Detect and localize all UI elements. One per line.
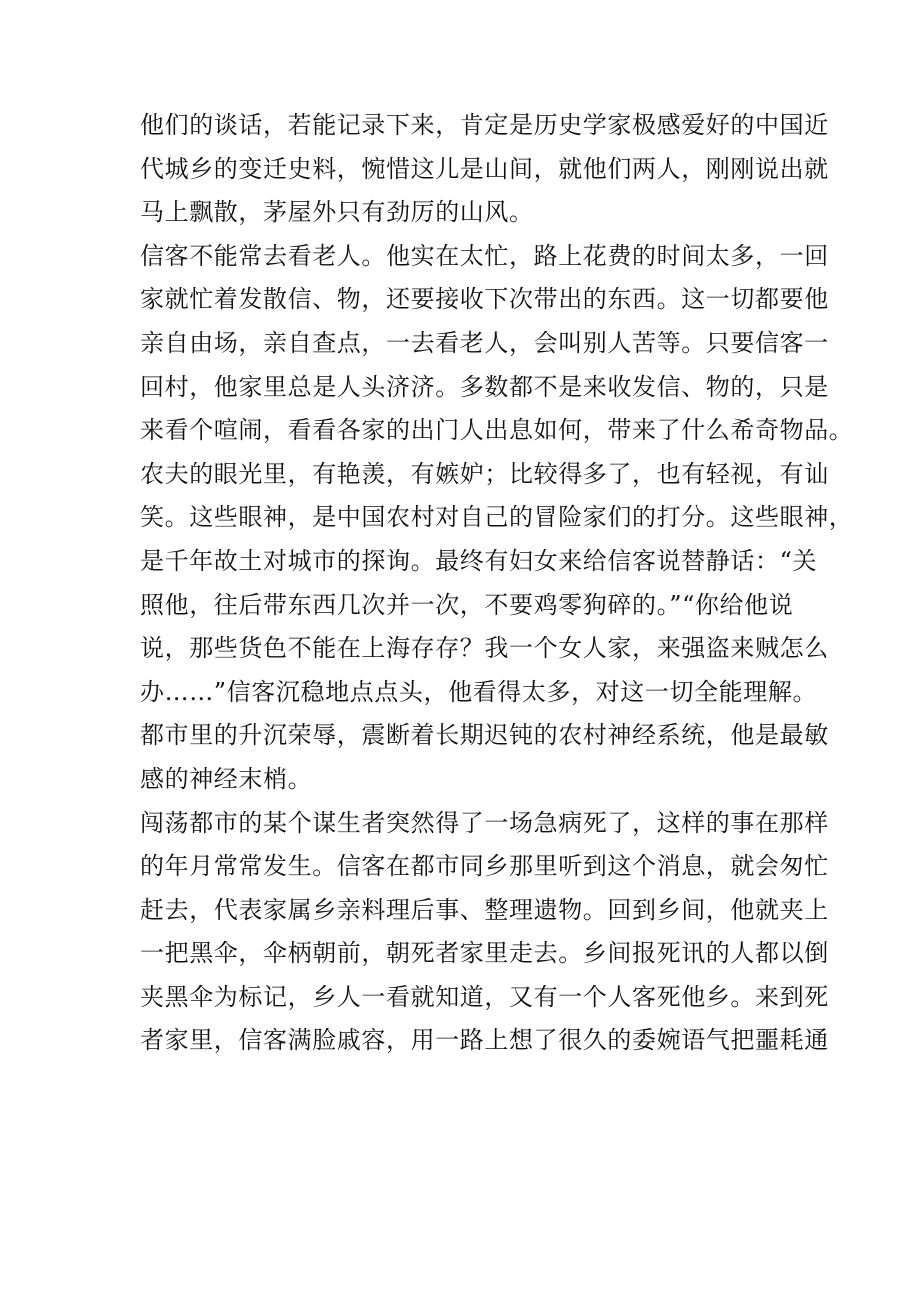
- text-line: 亲自由场，亲自查点，一去看老人，会叫别人苦等。只要信客一: [140, 328, 829, 357]
- text-line: 说，那些货色不能在上海存存？我一个女人家，来强盗来贼怎么: [140, 634, 829, 663]
- text-line: 办……”信客沉稳地点点头，他看得太多，对这一切全能理解。: [140, 677, 818, 706]
- text-line: 代城乡的变迁史料，惋惜这儿是山间，就他们两人，刚刚说出就: [140, 154, 829, 183]
- text-line: 赶去，代表家属乡亲料理后事、整理遗物。回到乡间，他就夹上: [140, 895, 829, 924]
- body-text: [140, 104, 854, 1063]
- text-line: 他们的谈话，若能记录下来，肯定是历史学家极感爱好的中国近: [140, 111, 829, 139]
- text-line: 农夫的眼光里，有艳羡，有嫉妒；比较得多了，也有轻视，有讪: [140, 459, 829, 488]
- text-line: 笑。这些眼神，是中国农村对自己的冒险家们的打分。这些眼神，: [140, 503, 854, 532]
- text-line: 来看个喧闹，看看各家的出门人出息如何，带来了什么希奇物品。: [140, 416, 854, 445]
- text-line: 一把黑伞，伞柄朝前，朝死者家里走去。乡间报死讯的人都以倒: [140, 939, 829, 968]
- text-line: 感的神经末梢。: [140, 764, 313, 793]
- text-line: 都市里的升沉荣辱，震断着长期迟钝的农村神经系统，他是最敏: [140, 721, 829, 750]
- text-line: 信客不能常去看老人。他实在太忙，路上花费的时间太多，一回: [140, 241, 829, 270]
- text-line: 者家里，信客满脸戚容，用一路上想了很久的委婉语气把噩耗通: [140, 1026, 829, 1055]
- text-line: 是千年故土对城市的探询。最终有妇女来给信客说替静话：“关: [140, 546, 818, 575]
- text-line: 闯荡都市的某个谋生者突然得了一场急病死了，这样的事在那样: [140, 808, 829, 837]
- text-line: 马上飘散，茅屋外只有劲厉的山风。: [140, 198, 534, 227]
- text-line: 家就忙着发散信、物，还要接收下次带出的东西。这一切都要他: [140, 285, 829, 314]
- text-line: 照他，往后带东西几次并一次，不要鸡零狗碎的。”“你给他说: [140, 590, 794, 619]
- text-line: 的年月常常发生。信客在都市同乡那里听到这个消息，就会匆忙: [140, 852, 829, 881]
- text-line: 夹黑伞为标记，乡人一看就知道，又有一个人客死他乡。来到死: [140, 982, 829, 1011]
- text-line: 回村，他家里总是人头济济。多数都不是来收发信、物的，只是: [140, 372, 829, 401]
